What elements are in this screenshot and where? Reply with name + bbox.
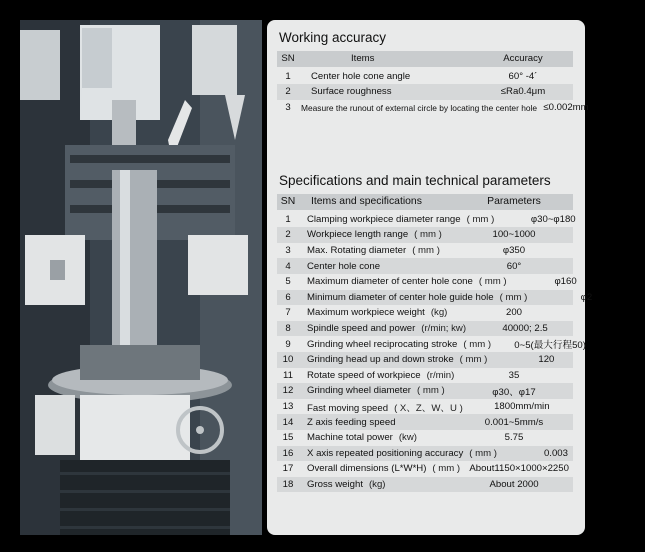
row-item — [299, 323, 466, 334]
row-unit: ( mm ) — [466, 213, 495, 225]
table-row — [277, 227, 573, 243]
table-row — [277, 352, 573, 368]
row-item-label: Z axis feeding speed — [307, 416, 396, 428]
table-row — [277, 100, 589, 116]
row-value: 1800mm/min — [494, 401, 550, 413]
row-sn: 2 — [285, 86, 291, 98]
row-unit: (kg) — [368, 478, 386, 490]
table-header — [277, 194, 573, 210]
row-unit: ( mm ) — [478, 276, 507, 288]
specifications-rows — [277, 212, 593, 493]
table-row — [277, 336, 586, 352]
row-unit: ( mm ) — [412, 245, 440, 257]
table-row — [277, 84, 573, 100]
row-unit: ( X、Z、W、U ) — [394, 402, 463, 414]
row-item-label: X axis repeated positioning accuracy — [307, 447, 464, 459]
row-value: About1150×1000×2250 — [469, 463, 569, 475]
row-unit: (kg) — [430, 307, 448, 319]
row-item-label: Fast moving speed — [307, 402, 389, 414]
row-value: 0.003 — [543, 447, 568, 459]
row-accuracy: ≤0.002mm — [543, 102, 589, 114]
row-unit: ( mm ) — [463, 338, 492, 350]
row-item-label: Maximum workpiece weight — [307, 307, 425, 319]
row-item — [299, 214, 494, 225]
working-accuracy-title: Working accuracy — [279, 30, 387, 45]
row-value: 0~5(最大行程50) — [514, 340, 586, 352]
machine-illustration — [20, 20, 262, 535]
row-unit: ( mm ) — [414, 229, 442, 241]
row-sn: 15 — [282, 432, 294, 444]
row-sn: 8 — [285, 323, 291, 335]
table-row — [277, 290, 593, 306]
row-sn: 1 — [285, 70, 291, 82]
row-value: φ350 — [502, 245, 526, 257]
row-item-label: Center hole cone — [307, 260, 381, 272]
table-row — [277, 461, 573, 477]
row-item — [299, 245, 455, 256]
row-sn: 4 — [285, 260, 291, 272]
row-sn: 5 — [285, 276, 291, 288]
table-row — [277, 321, 573, 337]
table-row — [277, 368, 573, 384]
table-row — [277, 69, 573, 85]
row-unit: (r/min; kw) — [421, 323, 467, 335]
table-row — [277, 243, 573, 259]
row-item — [299, 417, 455, 428]
row-item-label: Minimum diameter of center hole guide hole — [307, 291, 494, 303]
row-item — [299, 307, 455, 318]
row-item: Surface roughness — [311, 86, 392, 98]
row-unit: ( mm ) — [469, 447, 497, 459]
row-sn: 14 — [282, 416, 294, 428]
row-sn: 11 — [283, 369, 293, 381]
row-item — [299, 292, 527, 303]
row-item — [299, 432, 455, 443]
row-item-label: Clamping workpiece diameter range — [307, 213, 461, 225]
table-row — [277, 399, 573, 415]
row-item-label: Grinding wheel reciprocating stroke — [307, 338, 458, 350]
row-item — [299, 339, 491, 350]
row-item-label: Rotate speed of workpiece — [307, 369, 421, 381]
row-item — [299, 261, 455, 272]
row-value: 60° — [506, 260, 522, 272]
table-row — [277, 446, 573, 462]
row-value: About 2000 — [489, 478, 539, 490]
row-sn: 7 — [285, 307, 291, 319]
row-item — [299, 448, 497, 459]
header-accuracy: Accuracy — [503, 53, 543, 65]
row-value: 0.001~5mm/s — [484, 416, 544, 428]
row-sn: 12 — [282, 385, 294, 397]
row-unit: ( mm ) — [499, 291, 528, 303]
row-item — [299, 276, 507, 287]
machine-photo — [20, 20, 262, 535]
row-sn: 10 — [282, 354, 294, 366]
row-value: 120 — [538, 354, 555, 366]
row-accuracy: 60° -4´ — [508, 70, 538, 82]
row-value: φ2 — [580, 291, 593, 303]
row-sn: 6 — [285, 291, 291, 303]
row-unit: (kw) — [398, 432, 417, 444]
row-sn: 17 — [282, 463, 294, 475]
row-sn: 16 — [282, 447, 294, 459]
row-value: 35 — [508, 369, 520, 381]
row-value: φ30、φ17 — [492, 386, 536, 398]
table-row — [277, 383, 573, 399]
row-sn: 18 — [282, 478, 294, 490]
header-sn: SN — [281, 53, 295, 65]
specifications-table — [277, 194, 593, 492]
table-row — [277, 414, 573, 430]
row-item-label: Workpiece length range — [307, 229, 409, 241]
row-value: φ30~φ180 — [530, 213, 576, 225]
row-sn: 1 — [285, 213, 291, 225]
row-value: 40000; 2.5 — [502, 323, 548, 335]
row-sn: 13 — [282, 401, 294, 413]
row-item-label: Maximum diameter of center hole cone — [307, 276, 473, 288]
row-sn: 9 — [285, 338, 291, 350]
specifications-title: Specifications and main technical parameters — [279, 173, 551, 188]
row-item-label: Machine total power — [307, 432, 393, 444]
table-row — [277, 212, 576, 228]
row-item — [299, 400, 463, 414]
row-sn: 3 — [285, 245, 291, 257]
header-parameters: Parameters — [487, 196, 541, 208]
row-item — [299, 354, 487, 365]
row-item — [299, 463, 460, 474]
row-sn: 3 — [285, 102, 291, 114]
row-value: φ160 — [554, 276, 577, 288]
row-item-label: Overall dimensions (L*W*H) — [307, 463, 427, 475]
row-item-label: Spindle speed and power — [307, 323, 416, 335]
row-unit: (r/min) — [426, 369, 455, 381]
row-item: Center hole cone angle — [311, 70, 411, 82]
row-value: 5.75 — [504, 432, 524, 444]
row-item — [299, 229, 455, 240]
row-value: 100~1000 — [492, 229, 536, 241]
table-row — [277, 305, 573, 321]
header-items: Items — [351, 53, 375, 65]
row-item-label: Max. Rotating diameter — [307, 245, 407, 257]
header-sn: SN — [280, 196, 296, 208]
row-value: 200 — [505, 307, 522, 319]
spec-panel — [267, 20, 593, 535]
table-row — [277, 274, 577, 290]
row-sn: 2 — [285, 229, 291, 241]
row-unit: ( mm ) — [432, 463, 461, 475]
row-accuracy: ≤Ra0.4μm — [500, 86, 546, 98]
working-accuracy-table — [277, 51, 589, 115]
row-item — [299, 479, 455, 490]
row-unit: ( mm ) — [417, 385, 445, 397]
table-row — [277, 258, 573, 274]
row-item: Measure the runout of external circle by locating the center hole — [301, 102, 538, 113]
row-item — [299, 370, 455, 381]
row-unit: ( mm ) — [459, 354, 488, 366]
row-item — [299, 385, 455, 396]
row-item-label: Grinding head up and down stroke — [307, 354, 454, 366]
table-header — [277, 51, 573, 67]
header-items: Items and specifications — [311, 196, 422, 208]
row-item-label: Gross weight — [307, 478, 363, 490]
table-row — [277, 430, 573, 446]
row-item-label: Grinding wheel diameter — [307, 385, 411, 397]
table-row — [277, 477, 573, 493]
